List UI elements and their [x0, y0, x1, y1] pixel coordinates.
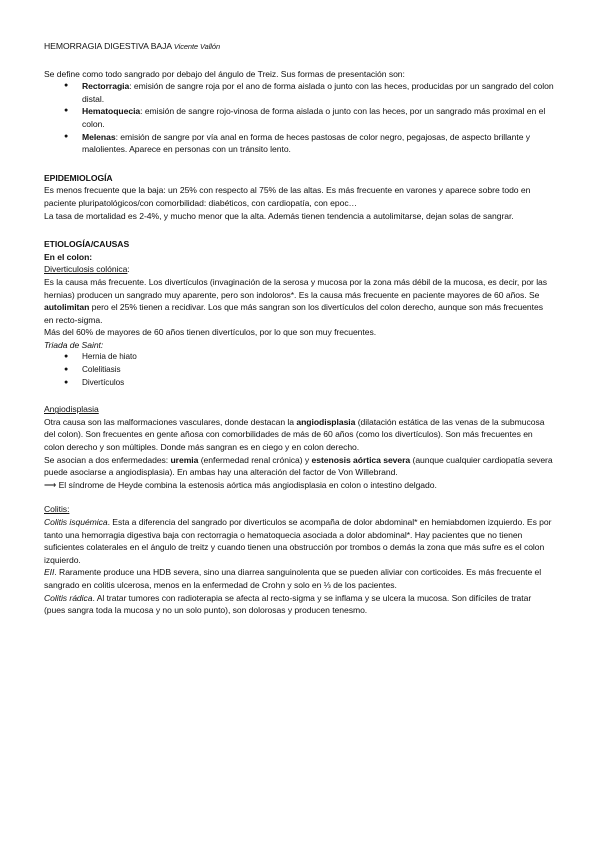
list-item: ● Hernia de hiato	[82, 351, 554, 364]
subheading-colon: En el colon:	[44, 251, 93, 262]
document-title: HEMORRAGIA DIGESTIVA BAJA	[44, 41, 172, 51]
list-item: ● Melenas: emisión de sangre por vía anal en forma de heces pastosas de color negro, pegajosas, de aspecto brillante y malolientes. Aparece en personas con un tránsito lento.	[82, 131, 554, 156]
term: Hematoquecia	[82, 106, 141, 117]
term: Rectorragia	[82, 81, 130, 92]
subsection-title-diverticulosis: Diverticulosis colónica:	[44, 264, 130, 275]
list-item: ● Colelitiasis	[82, 364, 554, 377]
paragraph: Se asocian a dos enfermedades: uremia (enfermedad renal crónica) y estenosis aórtica severa (aunque cualquier cardiopatía severa puede asociarse a angiodisplasia). En ambas hay una alteración del factor de Von Willebrand.	[44, 454, 553, 478]
list-item: ● Divertículos	[82, 377, 554, 390]
document-author: Vicente Vallón	[173, 42, 221, 51]
document-content	[44, 40, 554, 617]
paragraph: Es la causa más frecuente. Los divertículos (invaginación de la serosa y mucosa por la zona más débil de la mucosa, es decir, por las hernias) producen un sangrado muy aparente, pero son indoloros*. Es la causa más frecuente en paciente mayores de 60 años. Se autolimitan pero el 25% tienen a recidivar. Los que más sangran son los divertículos del colon derecho, aunque son más frecuentes en recto-sigma.	[44, 276, 548, 325]
list-item: ● Hematoquecia: emisión de sangre rojo-vinosa de forma aislada o junto con las heces, por un sangrado más proximal en el colon.	[82, 105, 554, 130]
document-header	[44, 40, 554, 54]
subsection-title-angiodisplasia: Angiodisplasia	[44, 404, 99, 415]
term: Melenas	[82, 131, 116, 142]
paragraph: La tasa de mortalidad es 2-4%, y mucho menor que la alta. Además tienen tendencia a autolimitarse, dejan solas de sangrar.	[44, 210, 514, 221]
paragraph: Colitis rádica. Al tratar tumores con radioterapia se afecta al recto-sigma y se inflama y se ulcera la mucosa. Son difíciles de tratar (pues sangra toda la mucosa y no un solo punto), son dolorosas y producen tenesmo.	[44, 592, 532, 616]
presentation-forms-list	[44, 80, 554, 156]
section-heading-etiologia: ETIOLOGÍA/CAUSAS	[44, 239, 130, 250]
triad-list	[44, 351, 554, 389]
paragraph: EII. Raramente produce una HDB severa, sino una diarrea sanguinolenta que se pueden aliviar con corticoides. Es más frecuente el sangrado en colitis ulcerosa, menos en la enfermedad de Crohn y solo en ⅓ de los pacientes.	[44, 567, 542, 590]
list-item: ● Rectorragia: emisión de sangre roja por el ano de forma aislada o junto con las heces, producidas por un sangrado del colon distal.	[82, 80, 554, 105]
paragraph: Es menos frecuente que la baja: un 25% con respecto al 75% de las altas. Es más frecuente en varones y aparece sobre todo en paciente pluripatológicos/con comorbilidad: diabéticos, con cardiopatía, con epoc…	[44, 185, 531, 208]
triad-label: Triada de Saint:	[44, 339, 104, 350]
paragraph: Otra causa son las malformaciones vasculares, donde destacan la angiodisplasia (dilatación estática de las venas de la submucosa del colon). Son frecuentes en gente añosa con comorbilidades de más de 60 años (como los divertículos). Son más frecuentes en colon derecho y son múltiples. Donde más sangran es en ciego y en colon derecho.	[44, 416, 545, 453]
paragraph: Colitis isquémica. Esta a diferencia del sangrado por diverticulos se acompaña de dolor abdominal* en hemiabdomen izquierdo. Es por tanto una hemorragia digestiva baja con rectorragia o hematoquecia asociada a dolor abdominal*. Hay pacientes que no tienen suficientes colaterales en el ángulo de treitz y cuando tienen una obstrucción por trombos o demás la zona que más sufre es el colon izquierdo.	[44, 517, 552, 565]
section-heading-epidemiologia: EPIDEMIOLOGÍA	[44, 172, 113, 183]
paragraph: Más del 60% de mayores de 60 años tienen divertículos, por lo que son muy frecuentes.	[44, 327, 377, 338]
paragraph: ⟶ El síndrome de Heyde combina la estenosis aórtica más angiodisplasia en colon o intestino delgado.	[44, 479, 437, 490]
intro-paragraph: Se define como todo sangrado por debajo del ángulo de Treiz. Sus formas de presentación son:	[44, 68, 405, 79]
subsection-title-colitis: Colitis:	[44, 504, 70, 515]
